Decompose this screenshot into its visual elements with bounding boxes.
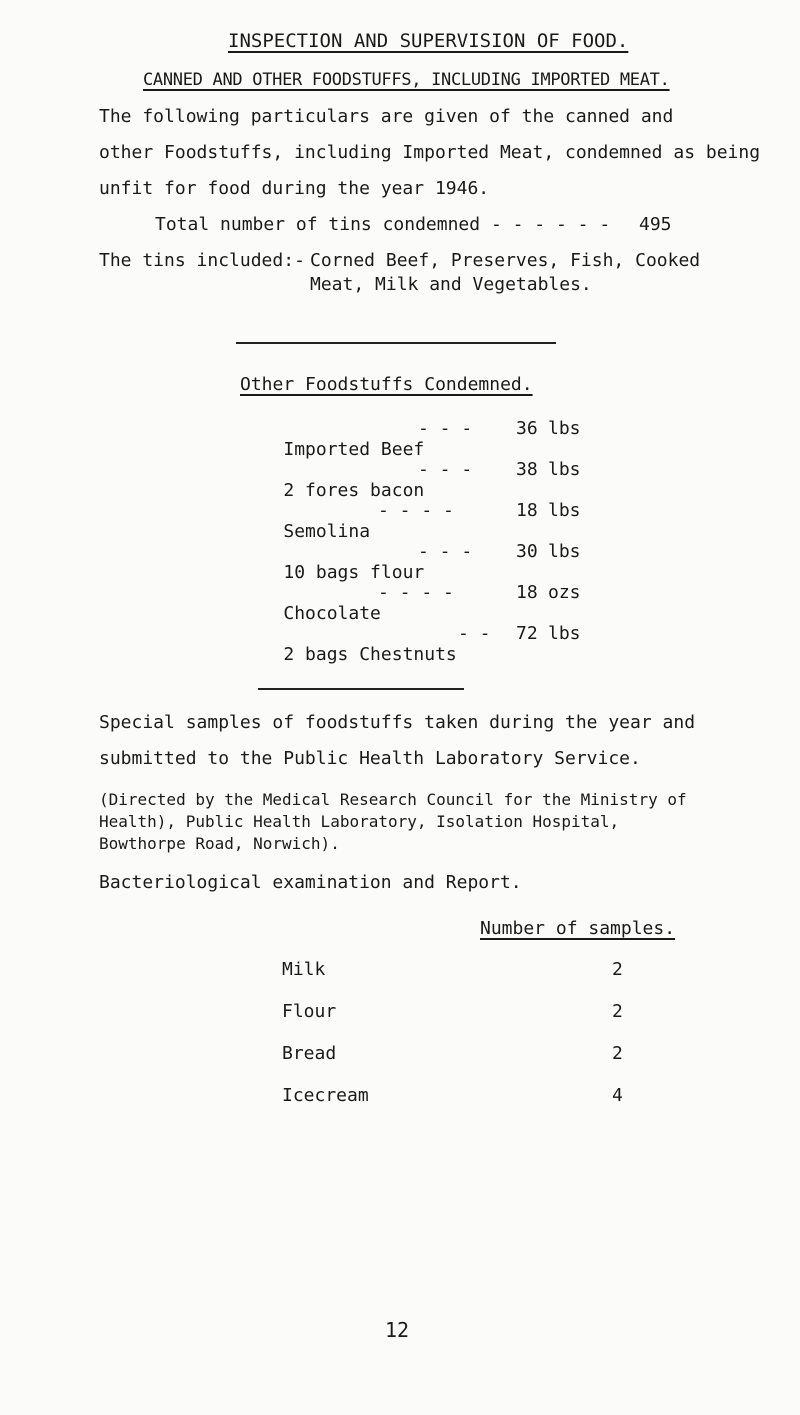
section-divider bbox=[236, 342, 556, 344]
item-unit: ozs bbox=[548, 582, 581, 603]
directed-line-2: Health), Public Health Laboratory, Isolation Hospital, bbox=[99, 812, 620, 831]
item-qty: 30 bbox=[516, 541, 538, 562]
list-item bbox=[240, 623, 457, 686]
item-dashes: - - - bbox=[418, 459, 473, 480]
item-name: Imported Beef bbox=[283, 439, 425, 460]
sample-name: Icecream bbox=[282, 1085, 369, 1106]
total-value: 495 bbox=[639, 214, 672, 235]
item-unit: lbs bbox=[548, 541, 581, 562]
sample-count: 4 bbox=[612, 1085, 623, 1106]
sample-name: Bread bbox=[282, 1043, 337, 1064]
item-name: 2 fores bacon bbox=[283, 480, 425, 501]
item-dashes: - - - - bbox=[378, 500, 454, 521]
samples-heading: Number of samples. bbox=[480, 918, 676, 939]
item-name: 2 bags Chestnuts bbox=[283, 644, 457, 665]
item-qty: 72 bbox=[516, 623, 538, 644]
item-qty: 36 bbox=[516, 418, 538, 439]
special-line-1: Special samples of foodstuffs taken during the year and bbox=[99, 712, 696, 733]
bacteriological-label: Bacteriological examination and Report. bbox=[99, 872, 522, 893]
page-heading: INSPECTION AND SUPERVISION OF FOOD. bbox=[228, 30, 629, 52]
sample-name: Flour bbox=[282, 1001, 337, 1022]
tins-label: The tins included:- bbox=[99, 250, 305, 271]
intro-line-2: other Foodstuffs, including Imported Meat, condemned as being bbox=[99, 142, 761, 163]
item-dashes: - - bbox=[458, 623, 491, 644]
item-qty: 38 bbox=[516, 459, 538, 480]
sample-name: Milk bbox=[282, 959, 326, 980]
item-qty: 18 bbox=[516, 582, 538, 603]
other-foodstuffs-heading: Other Foodstuffs Condemned. bbox=[240, 374, 533, 395]
directed-line-1: (Directed by the Medical Research Council for the Ministry of bbox=[99, 790, 687, 809]
tins-line-2: Meat, Milk and Vegetables. bbox=[310, 274, 592, 295]
directed-line-3: Bowthorpe Road, Norwich). bbox=[99, 834, 340, 853]
total-label: Total number of tins condemned - - - - - - bbox=[155, 214, 611, 235]
item-unit: lbs bbox=[548, 500, 581, 521]
tins-line-1: Corned Beef, Preserves, Fish, Cooked bbox=[310, 250, 701, 271]
item-name: Semolina bbox=[283, 521, 371, 542]
item-dashes: - - - bbox=[418, 418, 473, 439]
sample-count: 2 bbox=[612, 1001, 623, 1022]
section-divider bbox=[258, 688, 464, 690]
item-name: Chocolate bbox=[283, 603, 381, 624]
item-dashes: - - - bbox=[418, 541, 473, 562]
item-unit: lbs bbox=[548, 418, 581, 439]
page-number: 12 bbox=[385, 1318, 410, 1342]
sample-count: 2 bbox=[612, 959, 623, 980]
item-unit: lbs bbox=[548, 623, 581, 644]
section-subheading: CANNED AND OTHER FOODSTUFFS, INCLUDING IMPORTED MEAT. bbox=[143, 70, 670, 90]
item-unit: lbs bbox=[548, 459, 581, 480]
intro-line-1: The following particulars are given of the canned and bbox=[99, 106, 674, 127]
item-qty: 18 bbox=[516, 500, 538, 521]
item-dashes: - - - - bbox=[378, 582, 454, 603]
sample-count: 2 bbox=[612, 1043, 623, 1064]
intro-line-3: unfit for food during the year 1946. bbox=[99, 178, 490, 199]
item-name: 10 bags flour bbox=[283, 562, 425, 583]
special-line-2: submitted to the Public Health Laboratory Service. bbox=[99, 748, 641, 769]
